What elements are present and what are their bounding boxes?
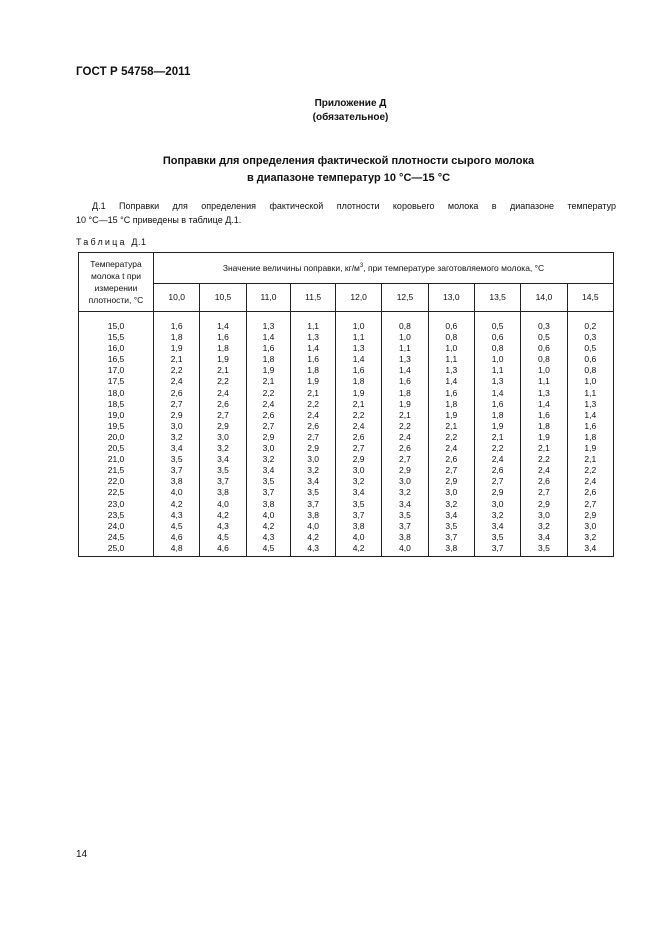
correction-value-cell: 2,7 [335,443,381,454]
span-header-superscript: 3 [359,262,364,269]
temperature-cell: 22,5 [79,487,154,498]
correction-value-cell: 1,3 [521,388,567,399]
correction-value-cell: 4,0 [291,521,336,532]
table-row [79,354,614,365]
correction-value-cell: 2,9 [291,443,336,454]
correction-value-cell: 3,0 [567,521,613,532]
correction-value-cell: 2,4 [291,410,336,421]
correction-value-cell: 2,2 [521,454,567,465]
correction-value-cell: 1,3 [246,312,291,333]
correction-value-cell: 0,3 [567,332,613,343]
correction-value-cell: 4,5 [200,532,246,543]
correction-value-cell: 1,6 [335,365,381,376]
correction-value-cell: 3,4 [154,443,200,454]
correction-value-cell: 2,9 [521,499,567,510]
table-row [79,476,614,487]
correction-value-cell: 3,2 [200,443,246,454]
correction-value-cell: 3,7 [474,543,520,557]
temperature-cell: 24,0 [79,521,154,532]
table-row [79,312,614,333]
correction-value-cell: 1,9 [335,388,381,399]
temperature-cell: 19,5 [79,421,154,432]
column-header-row [79,283,614,311]
correction-value-cell: 4,5 [154,521,200,532]
correction-value-cell: 2,1 [154,354,200,365]
correction-value-cell: 2,7 [382,454,428,465]
correction-value-cell: 1,1 [335,332,381,343]
correction-value-cell: 3,4 [291,476,336,487]
correction-value-cell: 2,1 [474,432,520,443]
table-caption-word: Таблица [76,237,127,247]
correction-value-cell: 2,7 [246,421,291,432]
correction-value-cell: 1,8 [291,365,336,376]
correction-value-cell: 0,8 [567,365,613,376]
column-header: 11,5 [291,283,336,311]
correction-value-cell: 2,7 [474,476,520,487]
correction-value-cell: 2,1 [246,376,291,387]
correction-value-cell: 1,6 [291,354,336,365]
document-standard-number: ГОСТ Р 54758—2011 [76,66,191,78]
span-header-text-tail: , при температуре заготовляемого молока, °С [363,262,545,273]
correction-value-cell: 4,3 [291,543,336,557]
correction-value-cell: 2,9 [200,421,246,432]
correction-value-cell: 1,9 [567,443,613,454]
correction-value-cell: 1,1 [428,354,474,365]
table-caption [76,237,147,247]
temperature-cell: 21,5 [79,465,154,476]
correction-value-cell: 2,2 [474,443,520,454]
intro-paragraph [76,199,616,227]
correction-value-cell: 3,0 [521,510,567,521]
correction-value-cell: 1,9 [521,432,567,443]
temperature-cell: 16,0 [79,343,154,354]
table-row [79,332,614,343]
correction-value-cell: 2,9 [474,487,520,498]
correction-value-cell: 3,0 [200,432,246,443]
correction-value-cell: 1,0 [474,354,520,365]
correction-value-cell: 2,4 [521,465,567,476]
correction-value-cell: 3,0 [154,421,200,432]
correction-value-cell: 1,3 [567,399,613,410]
correction-value-cell: 3,2 [382,487,428,498]
correction-value-cell: 3,4 [567,543,613,557]
correction-value-cell: 1,9 [428,410,474,421]
correction-value-cell: 3,8 [335,521,381,532]
temperature-cell: 15,5 [79,332,154,343]
correction-value-cell: 1,4 [428,376,474,387]
correction-value-cell: 2,9 [154,410,200,421]
correction-value-cell: 2,4 [154,376,200,387]
correction-value-cell: 3,2 [246,454,291,465]
correction-value-cell: 1,4 [335,354,381,365]
correction-value-cell: 4,8 [154,543,200,557]
temperature-cell: 20,0 [79,432,154,443]
table-row [79,376,614,387]
correction-value-cell: 1,6 [382,376,428,387]
temperature-cell: 24,5 [79,532,154,543]
correction-value-cell: 3,7 [200,476,246,487]
correction-value-cell: 4,2 [200,510,246,521]
column-header: 14,5 [567,283,613,311]
temperature-cell: 21,0 [79,454,154,465]
correction-value-cell: 3,8 [246,499,291,510]
correction-value-cell: 1,6 [428,388,474,399]
temperature-cell: 23,0 [79,499,154,510]
correction-value-cell: 2,1 [521,443,567,454]
temperature-cell: 18,0 [79,388,154,399]
column-header: 12,0 [335,283,381,311]
correction-value-cell: 1,6 [154,312,200,333]
correction-value-cell: 4,6 [200,543,246,557]
temperature-cell: 17,5 [79,376,154,387]
table-caption-number: Д.1 [131,237,147,247]
correction-value-cell: 3,4 [246,465,291,476]
correction-value-cell: 1,4 [474,388,520,399]
correction-value-cell: 1,9 [474,421,520,432]
correction-value-cell: 1,0 [567,376,613,387]
correction-value-cell: 2,6 [291,421,336,432]
correction-value-cell: 2,7 [200,410,246,421]
correction-value-cell: 2,2 [154,365,200,376]
correction-value-cell: 1,3 [382,354,428,365]
correction-value-cell: 2,6 [567,487,613,498]
correction-value-cell: 4,6 [154,532,200,543]
correction-value-cell: 3,8 [428,543,474,557]
correction-value-cell: 1,1 [567,388,613,399]
correction-value-cell: 1,4 [246,332,291,343]
correction-value-cell: 3,0 [246,443,291,454]
correction-value-cell: 3,2 [474,510,520,521]
correction-value-cell: 0,6 [567,354,613,365]
section-heading-line-2: в диапазоне температур 10 °С—15 °С [246,172,451,184]
correction-value-cell: 1,9 [200,354,246,365]
correction-value-cell: 2,1 [200,365,246,376]
correction-value-cell: 2,2 [567,465,613,476]
correction-value-cell: 3,7 [246,487,291,498]
temperature-column-header: Температура молока t при измерении плотности, °С [79,253,154,312]
correction-value-cell: 0,5 [521,332,567,343]
temperature-cell: 25,0 [79,543,154,557]
correction-value-cell: 2,4 [335,421,381,432]
correction-value-cell: 4,0 [382,543,428,557]
correction-value-cell: 1,3 [428,365,474,376]
correction-value-cell: 3,4 [200,454,246,465]
section-heading-line-1: Поправки для определения фактической плотности сырого молока [162,155,535,167]
correction-value-cell: 2,4 [567,476,613,487]
correction-value-cell: 3,8 [154,476,200,487]
correction-value-cell: 3,5 [428,521,474,532]
correction-value-cell: 3,5 [335,499,381,510]
correction-value-cell: 3,0 [474,499,520,510]
table-row [79,365,614,376]
correction-value-cell: 2,1 [567,454,613,465]
column-header: 10,0 [154,283,200,311]
correction-value-cell: 2,9 [382,465,428,476]
column-header: 13,5 [474,283,520,311]
correction-value-cell: 4,0 [154,487,200,498]
correction-value-cell: 2,9 [335,454,381,465]
correction-value-cell: 0,6 [428,312,474,333]
page-number: 14 [76,849,88,860]
correction-value-cell: 3,8 [382,532,428,543]
temperature-cell: 15,0 [79,312,154,333]
correction-value-cell: 1,8 [567,432,613,443]
correction-value-cell: 1,0 [382,332,428,343]
correction-value-cell: 2,2 [382,421,428,432]
correction-value-cell: 3,4 [521,532,567,543]
correction-value-cell: 4,2 [246,521,291,532]
correction-value-cell: 2,2 [335,410,381,421]
correction-value-cell: 2,2 [428,432,474,443]
column-header: 12,5 [382,283,428,311]
correction-value-cell: 1,6 [521,410,567,421]
correction-value-cell: 2,6 [246,410,291,421]
correction-value-cell: 1,6 [246,343,291,354]
correction-value-cell: 2,4 [246,399,291,410]
column-header: 14,0 [521,283,567,311]
correction-value-cell: 2,6 [521,476,567,487]
correction-value-cell: 1,1 [474,365,520,376]
correction-value-cell: 1,9 [291,376,336,387]
correction-value-cell: 1,1 [382,343,428,354]
correction-value-cell: 3,4 [428,510,474,521]
correction-value-cell: 1,0 [335,312,381,333]
correction-value-cell: 1,9 [246,365,291,376]
correction-value-cell: 2,6 [428,454,474,465]
correction-value-cell: 1,8 [521,421,567,432]
correction-value-cell: 3,4 [474,521,520,532]
correction-value-cell: 2,6 [474,465,520,476]
correction-value-cell: 2,6 [382,443,428,454]
correction-value-cell: 4,2 [291,532,336,543]
correction-value-cell: 1,9 [154,343,200,354]
correction-span-header [154,253,614,284]
correction-value-cell: 3,0 [428,487,474,498]
correction-value-cell: 1,3 [291,332,336,343]
correction-value-cell: 2,7 [521,487,567,498]
correction-value-cell: 3,0 [335,465,381,476]
correction-value-cell: 3,5 [291,487,336,498]
correction-value-cell: 1,9 [382,399,428,410]
correction-value-cell: 1,3 [335,343,381,354]
correction-value-cell: 1,4 [200,312,246,333]
correction-value-cell: 2,2 [246,388,291,399]
correction-value-cell: 1,8 [474,410,520,421]
correction-value-cell: 2,6 [335,432,381,443]
correction-value-cell: 4,2 [335,543,381,557]
correction-value-cell: 0,8 [428,332,474,343]
correction-value-cell: 3,5 [154,454,200,465]
correction-value-cell: 2,2 [200,376,246,387]
correction-value-cell: 1,6 [567,421,613,432]
correction-value-cell: 1,6 [474,399,520,410]
span-header-text: Значение величины поправки, кг/м [222,262,360,273]
table-body [79,312,614,557]
correction-value-cell: 4,0 [200,499,246,510]
correction-value-cell: 3,7 [291,499,336,510]
table-row [79,532,614,543]
table-row [79,421,614,432]
column-header: 10,5 [200,283,246,311]
table-row [79,454,614,465]
correction-value-cell: 0,8 [474,343,520,354]
correction-value-cell: 4,3 [200,521,246,532]
correction-value-cell: 4,2 [154,499,200,510]
correction-value-cell: 3,2 [335,476,381,487]
table-row [79,499,614,510]
correction-value-cell: 1,8 [335,376,381,387]
correction-value-cell: 2,2 [291,399,336,410]
correction-value-cell: 1,4 [521,399,567,410]
correction-value-cell: 2,6 [200,399,246,410]
correction-table [78,252,614,557]
correction-value-cell: 1,1 [521,376,567,387]
table-row [79,543,614,557]
temperature-cell: 20,5 [79,443,154,454]
correction-value-cell: 2,1 [428,421,474,432]
correction-value-cell: 2,7 [428,465,474,476]
correction-value-cell: 3,0 [382,476,428,487]
temperature-cell: 22,0 [79,476,154,487]
correction-value-cell: 1,8 [428,399,474,410]
correction-value-cell: 3,4 [335,487,381,498]
correction-value-cell: 2,1 [291,388,336,399]
table-row [79,410,614,421]
annex-status: (обязательное) [312,112,389,123]
correction-value-cell: 3,2 [291,465,336,476]
correction-value-cell: 3,5 [246,476,291,487]
correction-value-cell: 3,4 [382,499,428,510]
temperature-cell: 16,5 [79,354,154,365]
paragraph-line-2: 10 °С—15 °С приведены в таблице Д.1. [76,215,242,225]
correction-value-cell: 3,2 [154,432,200,443]
correction-value-cell: 2,9 [246,432,291,443]
correction-value-cell: 0,6 [521,343,567,354]
correction-value-cell: 3,2 [567,532,613,543]
correction-value-cell: 1,8 [246,354,291,365]
correction-value-cell: 2,7 [291,432,336,443]
correction-value-cell: 2,1 [382,410,428,421]
correction-value-cell: 4,0 [246,510,291,521]
correction-value-cell: 1,4 [567,410,613,421]
correction-value-cell: 2,1 [335,399,381,410]
correction-value-cell: 4,3 [246,532,291,543]
correction-value-cell: 4,0 [335,532,381,543]
correction-value-cell: 1,0 [428,343,474,354]
correction-value-cell: 3,5 [521,543,567,557]
table-row [79,399,614,410]
correction-value-cell: 0,5 [474,312,520,333]
column-header: 11,0 [246,283,291,311]
temperature-cell: 17,0 [79,365,154,376]
correction-value-cell: 1,8 [154,332,200,343]
correction-value-cell: 0,6 [474,332,520,343]
correction-value-cell: 1,4 [291,343,336,354]
table-row [79,487,614,498]
correction-value-cell: 2,6 [154,388,200,399]
correction-value-cell: 3,2 [428,499,474,510]
correction-value-cell: 3,5 [474,532,520,543]
correction-value-cell: 3,5 [382,510,428,521]
correction-value-cell: 2,7 [567,499,613,510]
table-row [79,432,614,443]
correction-value-cell: 2,4 [428,443,474,454]
column-header: 13,0 [428,283,474,311]
temperature-cell: 18,5 [79,399,154,410]
correction-value-cell: 0,8 [521,354,567,365]
correction-value-cell: 3,7 [382,521,428,532]
correction-value-cell: 1,6 [200,332,246,343]
correction-value-cell: 0,5 [567,343,613,354]
table-row [79,510,614,521]
correction-value-cell: 4,5 [246,543,291,557]
table-row [79,443,614,454]
correction-value-cell: 1,0 [521,365,567,376]
correction-value-cell: 3,5 [200,465,246,476]
table-row [79,388,614,399]
correction-value-cell: 3,7 [154,465,200,476]
table-row [79,465,614,476]
correction-value-cell: 2,4 [200,388,246,399]
correction-value-cell: 3,8 [200,487,246,498]
correction-value-cell: 1,8 [200,343,246,354]
correction-value-cell: 3,2 [521,521,567,532]
correction-value-cell: 4,3 [154,510,200,521]
paragraph-line-1: Д.1 Поправки для определения фактической плотности коровьего молока в диапазоне температур [92,201,616,211]
correction-value-cell: 3,7 [428,532,474,543]
correction-value-cell: 1,8 [382,388,428,399]
table-row [79,343,614,354]
temperature-cell: 23,5 [79,510,154,521]
correction-value-cell: 3,7 [335,510,381,521]
correction-value-cell: 2,4 [382,432,428,443]
correction-value-cell: 2,4 [474,454,520,465]
correction-value-cell: 3,0 [291,454,336,465]
correction-value-cell: 0,2 [567,312,613,333]
correction-value-cell: 2,9 [567,510,613,521]
annex-title: Приложение Д [314,98,387,109]
correction-value-cell: 0,8 [382,312,428,333]
correction-value-cell: 1,4 [382,365,428,376]
correction-value-cell: 1,1 [291,312,336,333]
correction-value-cell: 0,3 [521,312,567,333]
correction-value-cell: 2,7 [154,399,200,410]
correction-value-cell: 1,3 [474,376,520,387]
correction-value-cell: 3,8 [291,510,336,521]
correction-value-cell: 2,9 [428,476,474,487]
temperature-cell: 19,0 [79,410,154,421]
table-row [79,521,614,532]
